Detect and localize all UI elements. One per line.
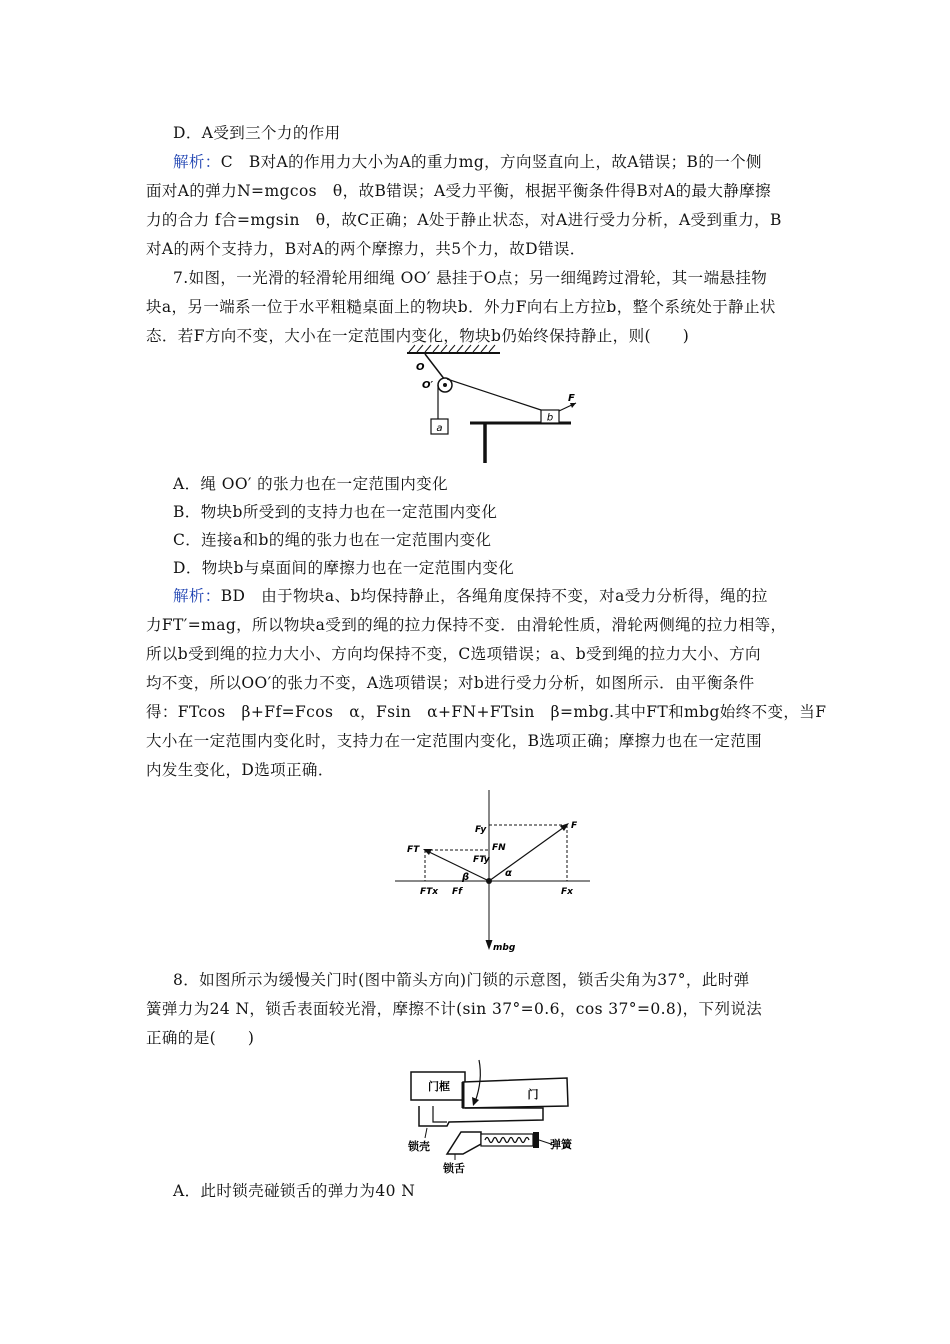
q8-stem-line-1: 8．如图所示为缓慢关门时(图中箭头方向)门锁的示意图，锁舌尖角为37°，此时弹 xyxy=(173,971,750,989)
q7-option-d: D．物块b与桌面间的摩擦力也在一定范围内变化 xyxy=(173,559,515,577)
force-f-vector xyxy=(489,825,567,881)
label-ftx: FTx xyxy=(420,887,439,897)
label-door-frame: 门框 xyxy=(428,1080,450,1093)
label-fty: FTy xyxy=(473,855,490,865)
lock-tongue xyxy=(447,1132,481,1154)
q8-stem-line-2: 簧弹力为24 N，锁舌表面较光滑，摩擦不计(sin 37°=0.6，cos 37°=0.8)，下列说法 xyxy=(146,1000,763,1018)
label-o-prime: O′ xyxy=(422,380,434,391)
q7-analysis-line-7: 内发生变化，D选项正确． xyxy=(146,761,334,779)
q7-option-a: A．绳 OO′ 的张力也在一定范围内变化 xyxy=(173,475,448,493)
q6-option-d: D．A受到三个力的作用 xyxy=(173,124,341,142)
rope-oo-prime xyxy=(425,354,445,380)
q6-analysis-line-4: 对A的两个支持力，B对A的两个摩擦力，共5个力，故D错误． xyxy=(146,240,586,258)
label-fy: Fy xyxy=(475,825,487,835)
origin-point xyxy=(486,878,492,884)
gravity-arrowhead xyxy=(486,940,493,950)
q7-analysis-line-1: 解析：BD 由于物块a、b均保持静止，各绳角度保持不变，对a受力分析得，绳的拉 xyxy=(173,587,768,605)
label-mbg: mbg xyxy=(493,943,516,953)
q6-analysis-line-1: 解析：C B对A的作用力大小为A的重力mg，方向竖直向上，故A错误；B的一个侧 xyxy=(173,153,762,171)
q8-door-lock-figure xyxy=(405,1050,590,1175)
ceiling-hatch xyxy=(409,345,495,352)
label-force-f: F xyxy=(571,821,578,831)
q7-analysis-line-4: 均不变，所以OO′的张力不变，A选项错误；对b进行受力分析，如图所示．由平衡条件 xyxy=(146,674,755,692)
q7-analysis-line-6: 大小在一定范围内变化时，支持力在一定范围内变化，B选项正确；摩擦力也在一定范围 xyxy=(146,732,762,750)
q7-analysis-line-3: 所以b受到绳的拉力大小、方向均保持不变，C选项错误；a、b受到绳的拉力大小、方向 xyxy=(146,645,761,663)
q6-analysis-line-2: 面对A的弹力N=mgcos θ，故B错误；A受力平衡，根据平衡条件得B对A的最大静摩擦 xyxy=(146,182,772,200)
q7-stem-line-1: 7.如图，一光滑的轻滑轮用细绳 OO′ 悬挂于O点；另一细绳跨过滑轮，其一端悬挂物 xyxy=(173,269,768,287)
q7-option-b: B．物块b所受到的支持力也在一定范围内变化 xyxy=(173,503,498,521)
label-f: F xyxy=(568,393,575,404)
spring-stop xyxy=(533,1132,539,1148)
label-door: 门 xyxy=(527,1088,539,1101)
q7-analysis-line-2: 力FT′=mag，所以物块a受到的绳的拉力保持不变．由滑轮性质，滑轮两侧绳的拉力相等， xyxy=(146,616,787,634)
label-fx: Fx xyxy=(561,887,573,897)
q7-stem-line-3: 态．若F方向不变，大小在一定范围内变化，物块b仍始终保持静止，则( ) xyxy=(146,327,690,345)
q8-stem-line-3: 正确的是( ) xyxy=(146,1029,255,1047)
label-ft: FT xyxy=(407,845,420,855)
label-beta: β xyxy=(462,872,470,883)
q7-force-diagram xyxy=(395,790,595,960)
q7-stem-line-2: 块a，另一端系一位于水平粗糙桌面上的物块b．外力F向右上方拉b，整个系统处于静止状 xyxy=(146,298,776,316)
q6-analysis-label: 解析： xyxy=(173,153,221,171)
label-b: b xyxy=(546,412,554,424)
q7-analysis-label: 解析： xyxy=(173,587,221,605)
q8-option-a: A．此时锁壳碰锁舌的弹力为40 N xyxy=(173,1182,416,1200)
force-f-arrowhead xyxy=(560,823,569,831)
label-a: a xyxy=(436,423,443,434)
q7-option-c: C．连接a和b的绳的张力也在一定范围内变化 xyxy=(173,531,492,549)
label-ff: Ff xyxy=(452,887,463,897)
q6-analysis-line-3: 力的合力 f合=mgsin θ，故C正确；A处于静止状态，对A进行受力分析，A受到重力，B xyxy=(146,211,782,229)
label-lock-shell: 锁壳 xyxy=(408,1140,430,1153)
q7-pulley-figure xyxy=(395,343,580,468)
lock-shell xyxy=(419,1106,543,1126)
door-panel xyxy=(463,1078,568,1108)
label-alpha: α xyxy=(505,868,512,879)
label-fn: FN xyxy=(492,843,506,853)
shell-leader xyxy=(425,1128,427,1138)
label-spring: 弹簧 xyxy=(550,1138,572,1151)
pulley-axle xyxy=(443,383,447,387)
rope-to-b xyxy=(447,379,541,410)
q7-analysis-line-5: 得：FTcos β+Ff=Fcos α，Fsin α+FN+FTsin β=mbg.其中FT和mbg始终不变，当F xyxy=(146,703,827,721)
lock-shell-inner xyxy=(433,1106,447,1122)
label-lock-tongue: 锁舌 xyxy=(443,1162,465,1175)
label-o: O xyxy=(416,362,425,373)
